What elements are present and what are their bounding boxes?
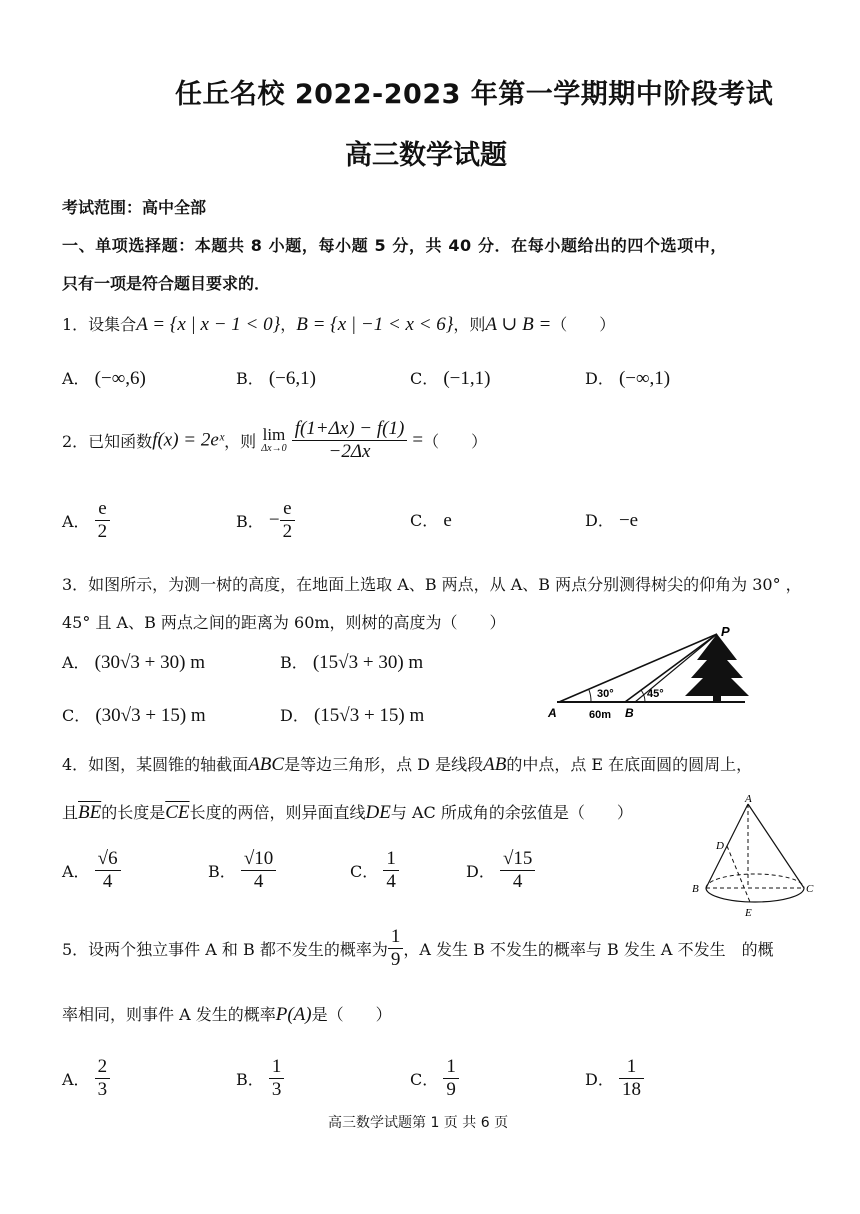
q2-option-c[interactable]: C． e bbox=[410, 510, 452, 531]
q4-line1: 4．如图，某圆锥的轴截面ABC是等边三角形，点 D 是线段AB的中点，点 E 在底面圆的圆周上， bbox=[62, 754, 753, 775]
q5-line1: 5．设两个独立事件 A 和 B 都不发生的概率为 $\frac{1}{9}$ ，A 发生 B 不发生的概率与 B 发生 A 不发生 的概 bbox=[62, 926, 774, 970]
label-b: B bbox=[625, 706, 634, 720]
q1-mid: ，则 bbox=[453, 315, 486, 334]
question-1 bbox=[62, 312, 615, 336]
q2-fraction: $\frac{f(1+\Delta x) - f(1)}{-2\Delta x}$ bbox=[292, 418, 408, 463]
label-distance: 60m bbox=[589, 709, 612, 721]
q1-blank: （ ） bbox=[551, 315, 616, 334]
q1-prefix: 1．设集合 bbox=[62, 315, 137, 334]
q5-option-c[interactable]: C． $\frac{1}{9}$ bbox=[410, 1056, 459, 1101]
section-heading-line1: 一、单项选择题：本题共 8 小题，每小题 5 分，共 40 分．在每小题给出的四个选项中， bbox=[62, 236, 727, 255]
q2-prefix: 2．已知函数 bbox=[62, 431, 153, 451]
q1-option-a[interactable]: A． (−∞,6) bbox=[62, 368, 146, 389]
exam-scope: 考试范围：高中全部 bbox=[62, 198, 207, 217]
q3-line1: 3．如图所示，为测一树的高度，在地面上选取 A、B 两点，从 A、B 两点分别测得树尖的仰角为 30° ， bbox=[62, 575, 802, 594]
cone-label-c: C bbox=[806, 883, 814, 895]
q4-option-c[interactable]: C． $\frac{1}{4}$ bbox=[350, 848, 399, 893]
q1-sep: ， bbox=[280, 315, 297, 334]
q2-option-d[interactable]: D． −e bbox=[585, 510, 639, 531]
q3-option-d[interactable]: D． (15√3 + 15) m bbox=[280, 705, 425, 726]
q1-set-a: A = {x | x − 1 < 0} bbox=[136, 314, 281, 335]
q1-option-b[interactable]: B． (−6,1) bbox=[236, 368, 316, 389]
cone-label-a: A bbox=[745, 793, 752, 805]
question-2: 2．已知函数f(x) = 2eˣ，则 lim Δx→0 $\frac{f(1+\Delta x) - f(1)}{-2\Delta x}$ =（ ） bbox=[62, 418, 488, 462]
label-a: A bbox=[548, 706, 557, 720]
q2-option-a[interactable]: A． $\frac{e}{2}$ bbox=[62, 498, 110, 543]
q5-option-d[interactable]: D． $\frac{1}{18}$ bbox=[585, 1056, 644, 1101]
q4-option-d[interactable]: D． $\frac{√15}{4}$ bbox=[466, 848, 535, 893]
exam-subtitle: 高三数学试题 bbox=[345, 140, 507, 171]
cone-figure bbox=[688, 792, 818, 922]
q3-option-a[interactable]: A． (30√3 + 30) m bbox=[62, 652, 205, 673]
q3-option-b[interactable]: B． (15√3 + 30) m bbox=[280, 652, 424, 673]
q5-option-a[interactable]: A． $\frac{2}{3}$ bbox=[62, 1056, 110, 1101]
label-angle-30: 30° bbox=[597, 688, 614, 700]
label-p: P bbox=[721, 624, 730, 639]
q3-option-c[interactable]: C． (30√3 + 15) m bbox=[62, 705, 206, 726]
q2-blank: （ ） bbox=[423, 431, 488, 451]
q2-func: f(x) = 2eˣ bbox=[152, 429, 225, 451]
q5-option-b[interactable]: B． $\frac{1}{3}$ bbox=[236, 1056, 284, 1101]
q2-limit: lim Δx→0 bbox=[261, 425, 287, 455]
q2-option-b[interactable]: B． − $\frac{e}{2}$ bbox=[236, 498, 295, 543]
cone-label-e: E bbox=[745, 907, 752, 919]
cone-label-d: D bbox=[716, 840, 724, 852]
q1-set-b: B = {x | −1 < x < 6} bbox=[296, 314, 454, 335]
q1-option-c[interactable]: C． (−1,1) bbox=[410, 368, 491, 389]
q1-expr: A ∪ B = bbox=[485, 314, 552, 335]
cone-label-b: B bbox=[692, 883, 699, 895]
q2-mid: ，则 bbox=[224, 431, 257, 451]
q3-line2: 45° 且 A、B 两点之间的距离为 60m，则树的高度为（ ） bbox=[62, 613, 506, 632]
q4-line2: 且$\overline{BE}$的长度是$\overline{CE}$长度的两倍，则异面直线DE与 AC 所成角的余弦值是（ ） bbox=[62, 802, 633, 823]
page-footer: 高三数学试题第 1 页 共 6 页 bbox=[328, 1115, 509, 1131]
tree-height-figure bbox=[545, 620, 760, 730]
section-heading-line2: 只有一项是符合题目要求的． bbox=[62, 274, 271, 293]
q4-option-b[interactable]: B． $\frac{√10}{4}$ bbox=[208, 848, 276, 893]
q5-line2: 率相同，则事件 A 发生的概率P(A)是（ ） bbox=[62, 1004, 392, 1025]
label-angle-45: 45° bbox=[647, 688, 664, 700]
q1-option-d[interactable]: D． (−∞,1) bbox=[585, 368, 671, 389]
exam-title: 任丘名校 2022-2023 年第一学期期中阶段考试 bbox=[175, 79, 774, 110]
q4-option-a[interactable]: A． $\frac{√6}{4}$ bbox=[62, 848, 121, 893]
